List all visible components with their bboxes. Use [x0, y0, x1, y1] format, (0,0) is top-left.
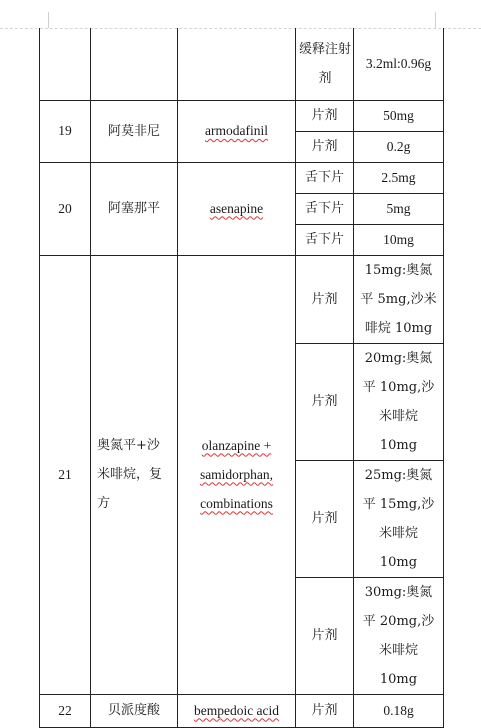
table-row-19	[40, 100, 444, 131]
name-cn-cell	[91, 28, 178, 100]
spec-text: 5mg	[386, 200, 411, 216]
dosage-form-cell	[296, 577, 354, 694]
drug-name-en: bempedoic acid	[193, 702, 280, 718]
drug-name-cn: 奥氮平+沙米啡烷，复方	[97, 438, 163, 511]
spec-cell	[354, 193, 444, 224]
table-row-21	[40, 255, 444, 343]
row-number: 19	[58, 123, 72, 138]
dosage-form-text: 舌下片	[304, 170, 344, 185]
spec-cell	[354, 131, 444, 162]
dosage-form-text: 舌下片	[304, 201, 344, 216]
table-row-22	[40, 694, 444, 727]
dosage-form-text: 片剂	[311, 511, 338, 526]
spec-cell	[354, 460, 444, 577]
row-number: 21	[58, 466, 72, 482]
spec-text: 20mg:奥氮平 10mg,沙米啡烷 10mg	[362, 350, 435, 453]
spec-cell	[354, 694, 444, 727]
spec-text: 25mg:奥氮平 15mg,沙米啡烷 10mg	[362, 467, 435, 570]
row-number: 20	[58, 200, 72, 216]
drug-name-en: asenapine	[209, 200, 264, 216]
dosage-form-text: 片剂	[311, 394, 338, 409]
no-cell	[40, 162, 91, 255]
name-cn-cell	[91, 255, 178, 694]
spec-cell	[354, 224, 444, 255]
dosage-form-text: 片剂	[311, 703, 338, 718]
no-cell	[40, 255, 91, 694]
name-en-cell	[178, 694, 296, 727]
table-row-20	[40, 162, 444, 193]
dosage-form-cell	[296, 131, 354, 162]
row-number: 22	[58, 702, 72, 718]
dosage-form-cell	[296, 694, 354, 727]
dosage-form-text: 片剂	[311, 108, 338, 123]
drug-name-en: armodafinil	[205, 123, 268, 138]
dosage-form-cell	[296, 255, 354, 343]
dosage-form-cell	[296, 193, 354, 224]
table-row-continued	[40, 28, 444, 100]
spec-text: 15mg:奥氮平 5mg,沙米啡烷 10mg	[360, 262, 437, 336]
drug-name-cn: 阿塞那平	[107, 201, 160, 216]
spec-text: 10mg	[383, 231, 414, 247]
name-en-cell	[178, 255, 296, 694]
name-en-cell	[178, 28, 296, 100]
dosage-form-cell	[296, 162, 354, 193]
spec-cell	[354, 28, 444, 100]
spec-cell	[354, 162, 444, 193]
name-cn-cell	[91, 162, 178, 255]
dosage-form-cell	[296, 28, 354, 100]
dosage-form-text: 舌下片	[304, 232, 344, 247]
no-cell	[40, 100, 91, 162]
name-en-cell	[178, 162, 296, 255]
spec-text: 0.18g	[383, 702, 414, 718]
no-cell	[40, 694, 91, 727]
spec-text: 30mg:奥氮平 20mg,沙米啡烷 10mg	[362, 584, 435, 687]
spec-cell	[354, 100, 444, 131]
dosage-form-text: 片剂	[311, 291, 338, 307]
drug-table	[39, 28, 444, 728]
name-cn-cell	[91, 100, 178, 162]
dosage-form-cell	[296, 343, 354, 460]
spec-cell	[354, 577, 444, 694]
margin-marker-left	[48, 12, 49, 28]
dosage-form-text: 缓释注射剂	[299, 41, 352, 86]
spec-text: 0.2g	[386, 138, 411, 154]
drug-name-en: olanzapine + samidorphan, combinations	[199, 437, 274, 511]
dosage-form-cell	[296, 100, 354, 131]
spec-cell	[354, 255, 444, 343]
margin-marker-right	[435, 12, 436, 28]
spec-cell	[354, 343, 444, 460]
no-cell	[40, 28, 91, 100]
dosage-form-cell	[296, 460, 354, 577]
drug-name-cn: 贝派度酸	[107, 703, 160, 718]
spec-text: 50mg	[383, 107, 414, 123]
name-en-cell	[178, 100, 296, 162]
dosage-form-cell	[296, 224, 354, 255]
name-cn-cell	[91, 694, 178, 727]
spec-text: 3.2ml:0.96g	[365, 55, 432, 71]
spec-text: 2.5mg	[381, 169, 416, 185]
dosage-form-text: 片剂	[311, 139, 338, 154]
dosage-form-text: 片剂	[311, 628, 338, 643]
drug-name-cn: 阿莫非尼	[107, 123, 160, 139]
